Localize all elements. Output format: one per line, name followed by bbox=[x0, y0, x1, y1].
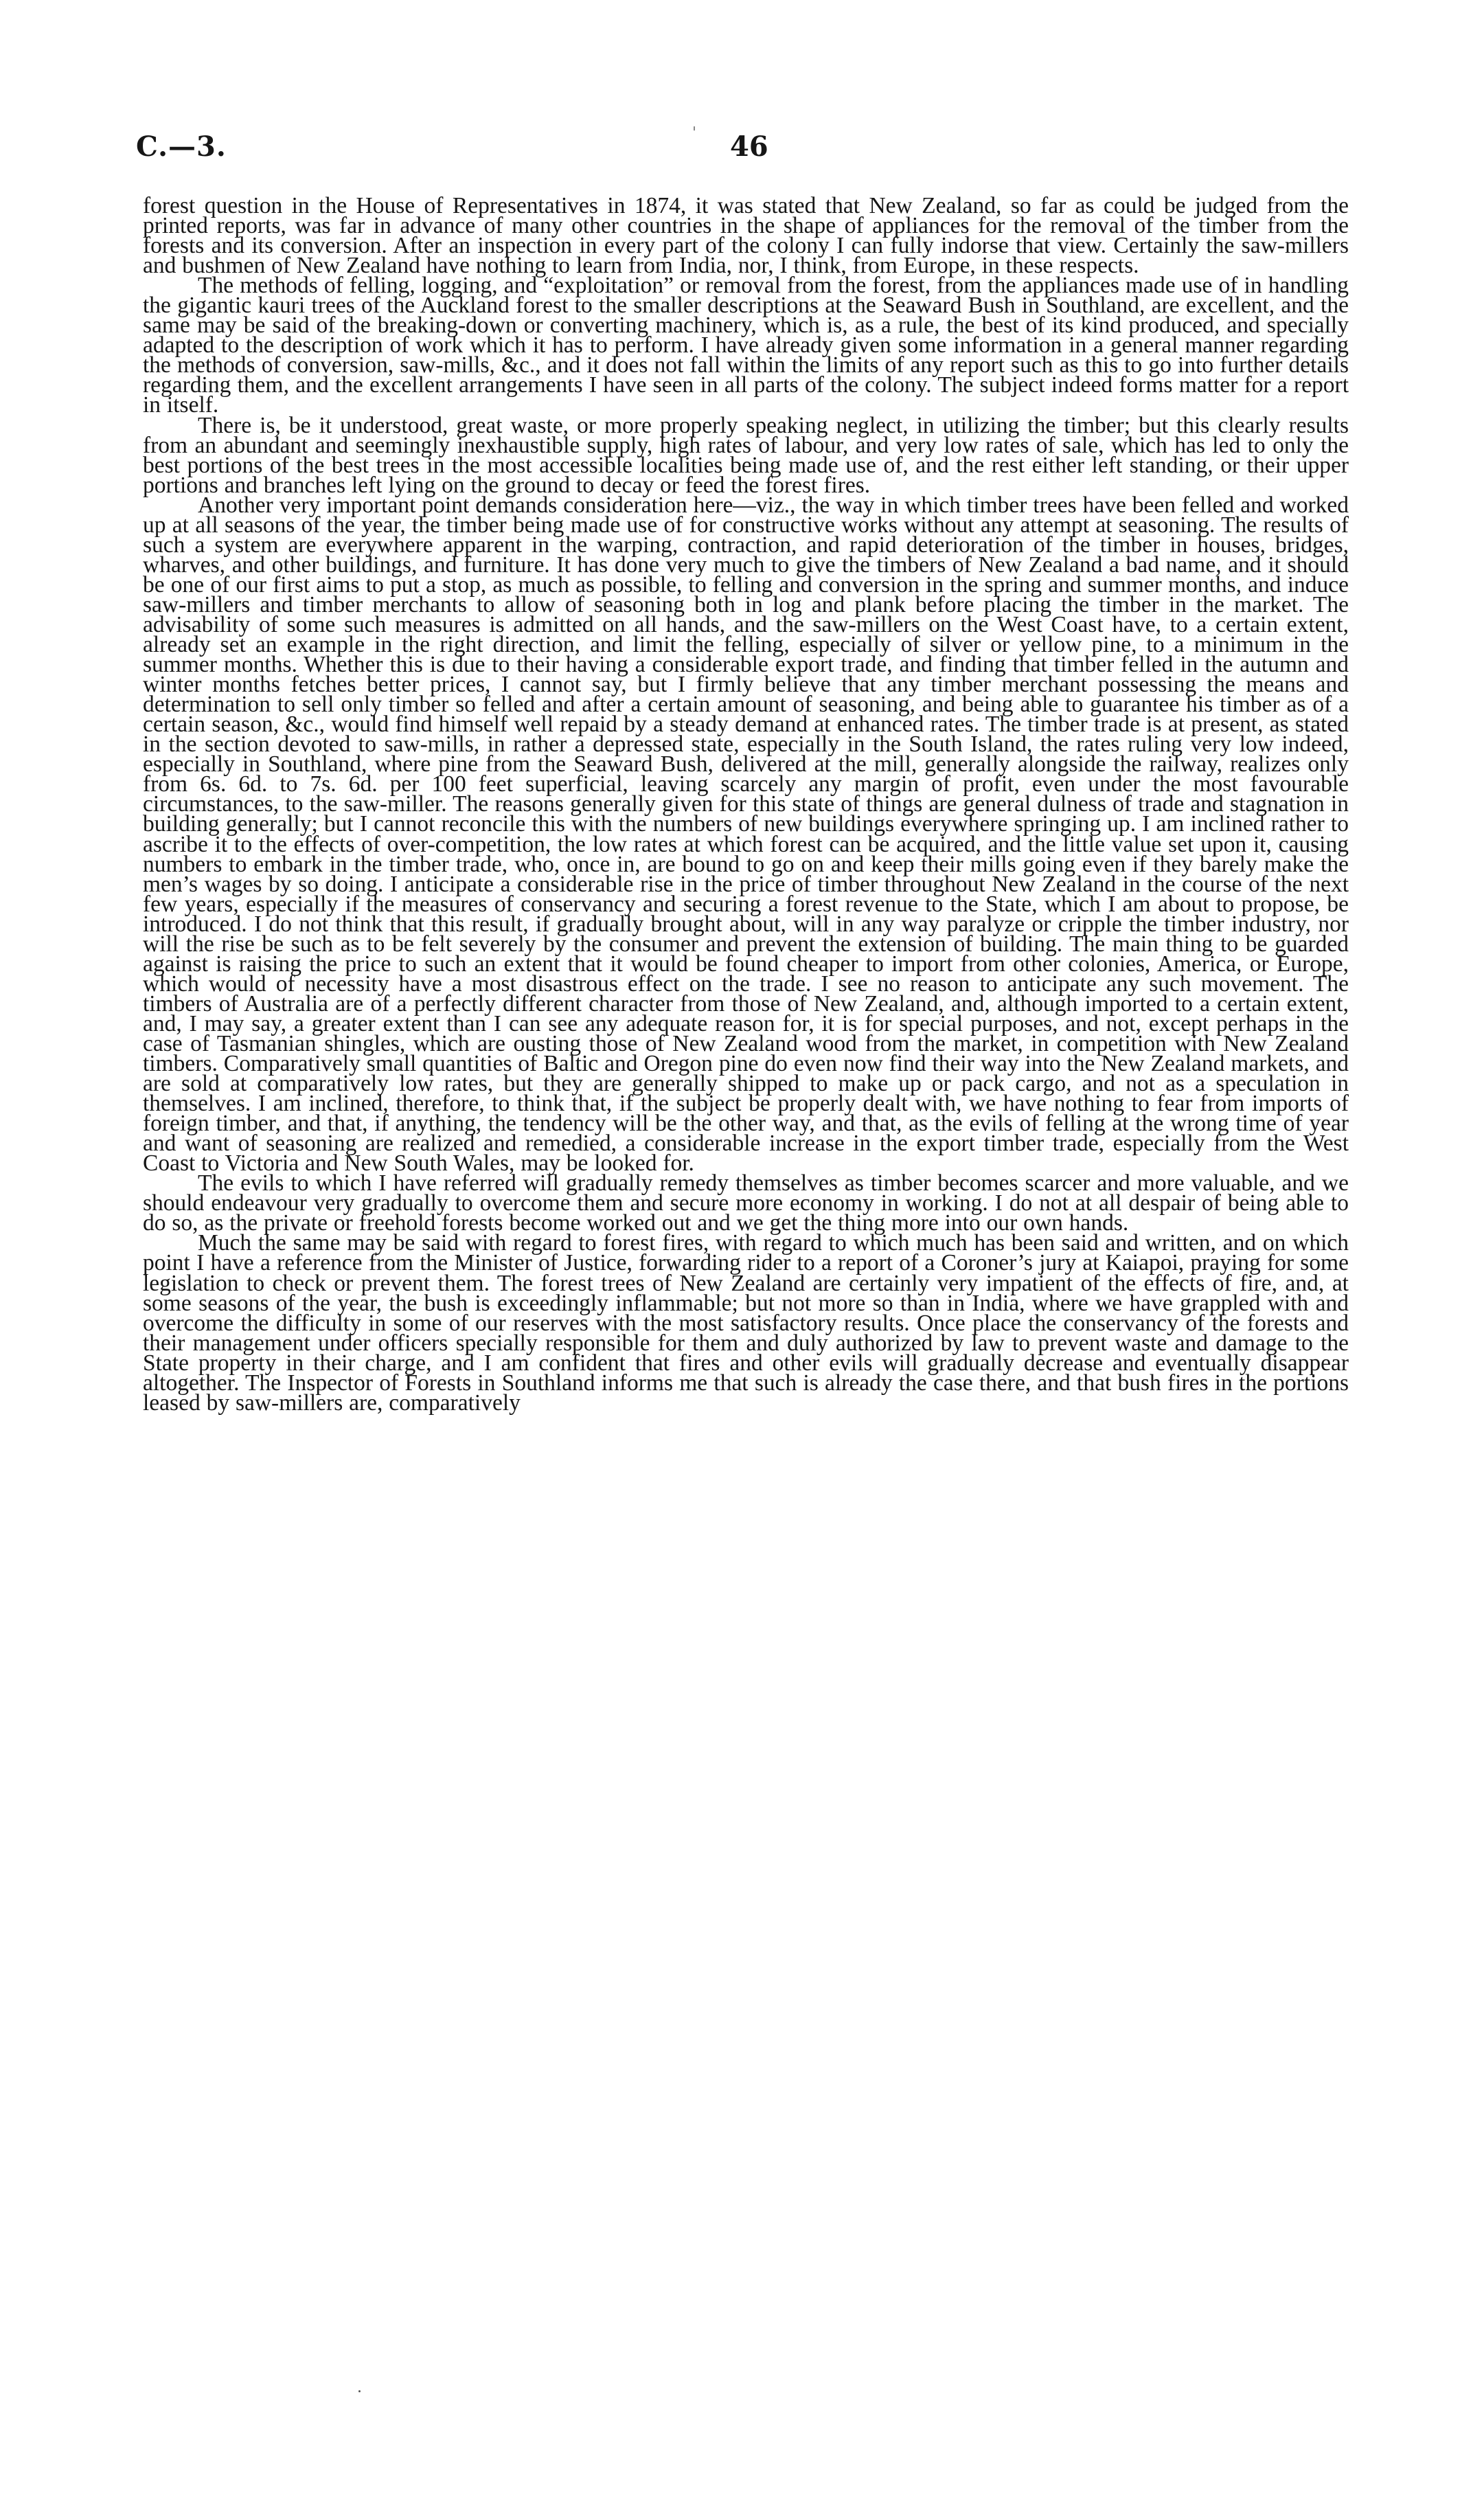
scan-mark bbox=[358, 2390, 361, 2392]
page-number: 46 bbox=[730, 131, 768, 163]
paragraph-forest-fires: Much the same may be said with regard to forest fires, with regard to which much has been said and written, and on which point I have a reference from the Minister of Justice, forwarding rider to a report of a Coroner’s jury at Kaiapoi, praying for some legislation to check or prevent them. The forest trees of New Zealand are certainly very impatient of the effects of fire, and, at some seasons of the year, the bush is exceedingly inflammable; but not more so than in India, where we have grappled with and overcome the difficulty in some of our reserves with the most satisfactory results. Once place the conservancy of the forests and their management under officers specially responsible for them and duly authorized by law to prevent waste and damage to the State property in their charge, and I am confident that fires and other evils will gradually decrease and eventually disappear altogether. The Inspector of Forests in Southland informs me that such is already the case there, and that bush fires in the portions leased by saw-millers are, comparatively bbox=[143, 1230, 1349, 1416]
paragraph-seasoning: Another very important point demands consideration here—viz., the way in which timber trees have been felled and worked up at all seasons of the year, the timber being made use of for constructive works without any attempt at seasoning. The results of such a system are everywhere apparent in the warping, contraction, and rapid deterioration of the timber in houses, bridges, wharves, and other buildings, and furniture. It has done very much to give the timbers of New Zealand a bad name, and it should be one of our first aims to put a stop, as much as possible, to felling and conversion in the spring and summer months, and induce saw-millers and timber merchants to allow of seasoning both in log and plank before placing the timber in the market. The advisability of some such measures is admitted on all hands, and the saw-millers on the West Coast have, to a certain extent, already set an example in the right direction, and limit the felling, especially of silver or yellow pine, to a minimum in the summer months. Whether this is due to their having a considerable export trade, and finding that timber felled in the autumn and winter months fetches better prices, I cannot say, but I firmly believe that any timber merchant possessing the means and determination to sell only timber so felled and after a certain amount of seasoning, and being able to guarantee his timber as of a certain season, &c., would find himself well repaid by a steady demand at enhanced rates. The timber trade is at present, as stated in the section devoted to saw-mills, in rather a depressed state, especially in the South Island, the rates ruling very low indeed, especially in Southland, where pine from the Seaward Bush, delivered at the mill, generally alongside the railway, realizes only from 6s. 6d. to 7s. 6d. per 100 feet superficial, leaving scarcely any margin of profit, even under the most favourable circumstances, to the saw-miller. The reasons generally given for this state of things are general dulness of trade and stagnation in building generally; but I cannot reconcile this with the numbers of new buildings everywhere springing up. I am inclined rather to ascribe it to the effects of over-competition, the low rates at which forest can be acquired, and the little value set upon it, causing numbers to embark in the timber trade, who, once in, are bound to go on and keep their mills going even if they barely make the men’s wages by so doing. I anticipate a considerable rise in the price of timber throughout New Zealand in the course of the next few years, especially if the measures of conservancy and securing a forest revenue to the State, which I am about to propose, be introduced. I do not think that this result, if gradually brought about, will in any way paralyze or cripple the timber industry, nor will the rise be such as to be felt severely by the consumer and prevent the extension of building. The main thing to be guarded against is raising the price to such an extent that it would be found cheaper to import from other colonies, America, or Europe, which would of necessity have a most disastrous effect on the trade. I see no reason to anticipate any such movement. The timbers of Australia are of a perfectly different character from those of New Zealand, and, although imported to a certain extent, and, I may say, a greater extent than I can see any adequate reason for, it is for special purposes, and not, except perhaps in the case of Tasmanian shingles, which are ousting those of New Zealand wood from the market, in competition with New Zealand timbers. Comparatively small quantities of Baltic and Oregon pine do even now find their way into the New Zealand markets, and are sold at comparatively low rates, but they are generally shipped to make up or pack cargo, and not as a speculation in themselves. I am inclined, therefore, to think that, if the subject be properly dealt with, we have nothing to fear from imports of foreign timber, and that, if anything, the tendency will be the other way, and that, as the evils of felling at the wrong time of year and want of seasoning are realized and remedied, a considerable increase in the export timber trade, especially from the West Coast to Victoria and New South Wales, may be looked for. bbox=[143, 492, 1349, 1177]
paragraph-remedy: The evils to which I have referred will gradually remedy themselves as timber becomes scarcer and more valuable, and we should endeavour very gradually to overcome them and secure more economy in working. I do not at all despair of being able to do so, as the private or freehold forests become worked out and we get the thing more into our own hands. bbox=[143, 1170, 1349, 1236]
paragraph-continued: forest question in the House of Representatives in 1874, it was stated that New Zealand, so far as could be judged from the printed reports, was far in advance of many other countries in the shape of appliances for the removal of the timber from the forests and its conversion. After an inspection in every part of the colony I can fully indorse that view. Certainly the saw-millers and bushmen of New Zealand have nothing to learn from India, nor, I think, from Europe, in these respects. bbox=[143, 193, 1349, 279]
body-text bbox=[143, 193, 1349, 1416]
paragraph-waste: There is, be it understood, great waste, or more properly speaking neglect, in utilizing the timber; but this clearly results from an abundant and seemingly inexhaustible supply, high rates of labour, and very low rates of sale, which has led to only the best portions of the best trees in the most accessible localities being made use of, and the rest either left standing, or their upper portions and branches left lying on the ground to decay or feed the forest fires. bbox=[143, 412, 1349, 498]
paragraph-methods-of-felling: The methods of felling, logging, and “exploitation” or removal from the forest, from the appliances made use of in handling the gigantic kauri trees of the Auckland forest to the smaller descriptions at the Seaward Bush in Southland, are excellent, and the same may be said of the breaking-down or converting machinery, which is, as a rule, the best of its kind produced, and specially adapted to the description of work which it has to perform. I have already given some information in a general manner regarding the methods of conversion, saw-mills, &c., and it does not fall within the limits of any report such as this to go into further details regarding them, and the excellent arrangements I have seen in all parts of the colony. The subject indeed forms matter for a report in itself. bbox=[143, 273, 1349, 418]
document-reference: C.—3. bbox=[136, 131, 227, 163]
page-header bbox=[136, 131, 1346, 172]
